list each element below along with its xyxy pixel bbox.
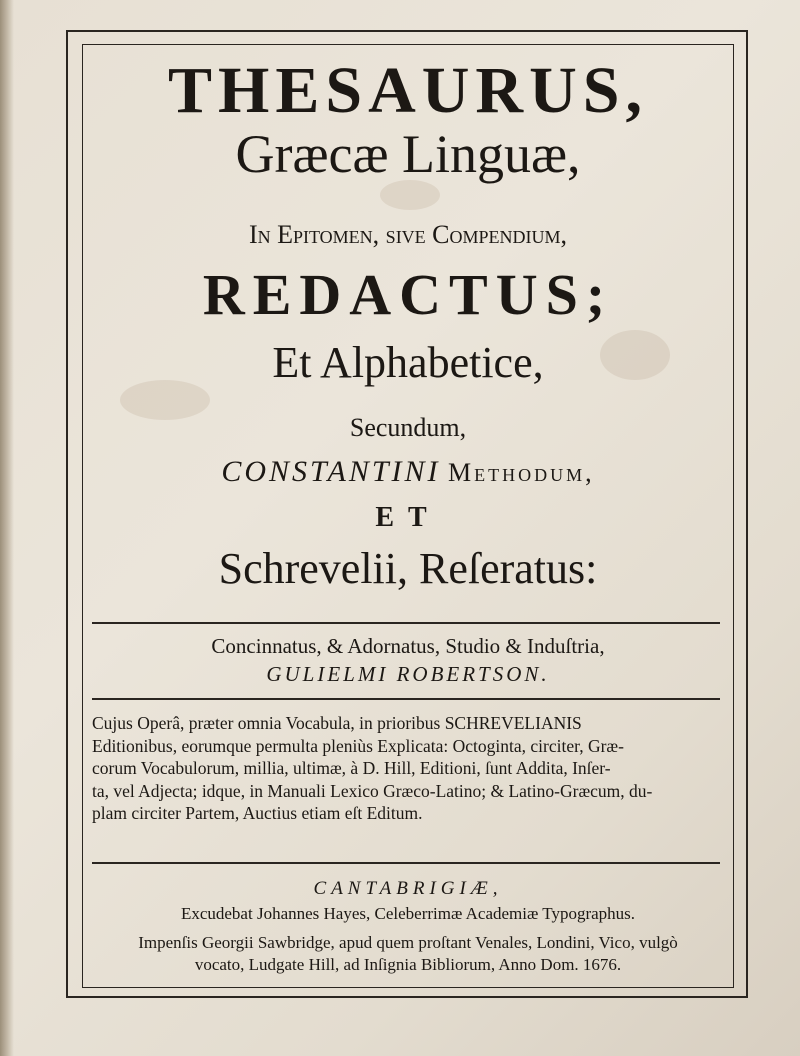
divider-rule [92, 622, 720, 624]
subtitle: Græcæ Linguæ, [235, 124, 581, 184]
description-line: ta, vel Adjecta; idque, in Manuali Lexico Græco-Latino; & Latino-Græcum, du- [92, 780, 653, 801]
methodum-word: Methodum, [448, 458, 595, 487]
imprint-city: CANTABRIGIÆ, [313, 878, 503, 899]
redactus-heading: REDACTUS; [202, 262, 614, 327]
constantini-line [82, 452, 734, 493]
schrevelii-line: Schrevelii, Reſeratus: [218, 544, 598, 593]
author-name: GULIELMI ROBERTSON. [266, 662, 550, 686]
page-edge [0, 0, 14, 1056]
description-line: corum Vocabulorum, millia, ultimæ, à D. Hill, Editioni, ſunt Addita, Inſer- [92, 758, 611, 778]
epitome-line: In Epitomen, ſive Compendium, [248, 220, 568, 249]
concinnatus-line: Concinnatus, & Adornatus, Studio & Induſtria, [211, 634, 605, 658]
imprint-date-line: vocato, Ludgate Hill, ad Inſignia Bibliorum, Anno Dom. 1676. [194, 955, 622, 974]
description-line: plam circiter Partem, Auctius etiam eſt Editum. [92, 803, 423, 823]
title: THESAURUS, [168, 54, 648, 127]
imprint-publisher-line: Impenſis Georgii Sawbridge, apud quem proſtant Venales, Londini, Vico, vulgò [138, 933, 678, 952]
imprint-printer: Excudebat Johannes Hayes, Celeberrimæ Academiæ Typographus. [180, 904, 636, 923]
divider-rule [92, 862, 720, 864]
description-paragraph [92, 712, 720, 825]
description-line: Editionibus, eorumque permulta pleniùs Explicata: Octoginta, circiter, Græ- [92, 735, 624, 756]
description-line: Cujus Operâ, præter omnia Vocabula, in prioribus SCHREVELIANIS [92, 713, 582, 733]
constantini-name: CONSTANTINI [221, 455, 441, 488]
alphabetice-line: Et Alphabetice, [272, 338, 544, 387]
secundum-line: Secundum, [349, 413, 467, 442]
et-line: ET [375, 502, 441, 533]
divider-rule [92, 698, 720, 700]
